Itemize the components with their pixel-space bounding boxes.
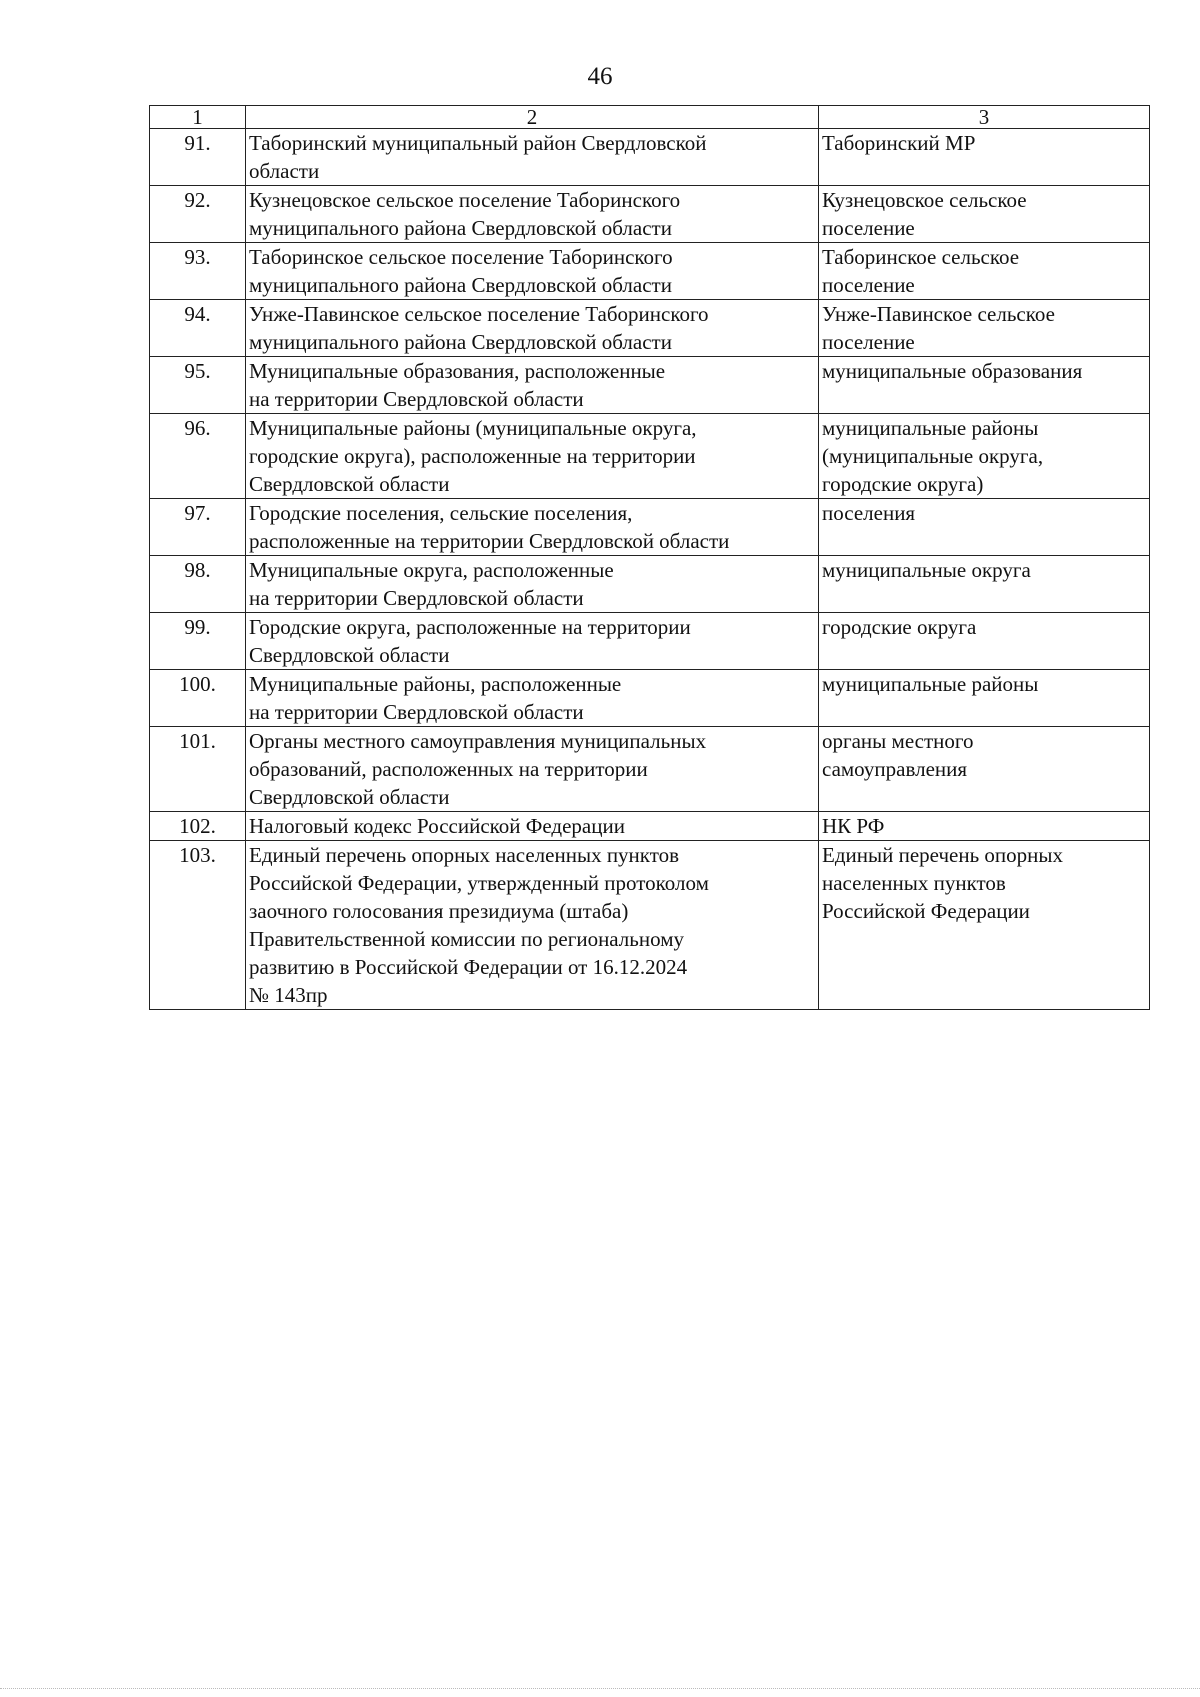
full-name-cell <box>246 556 819 613</box>
row-number: 94. <box>150 300 246 357</box>
header-cell-3: 3 <box>819 106 1150 129</box>
full-name-line: Таборинский муниципальный район Свердловской <box>249 131 707 155</box>
full-name-line: заочного голосования президиума (штаба) <box>249 899 629 923</box>
full-name-line: Городские поселения, сельские поселения, <box>249 501 633 525</box>
table-row <box>150 499 1150 556</box>
full-name-line: муниципального района Свердловской области <box>249 273 672 297</box>
short-name-cell <box>819 243 1150 300</box>
header-cell-2: 2 <box>246 106 819 129</box>
short-name-cell <box>819 556 1150 613</box>
row-number: 97. <box>150 499 246 556</box>
page-bottom-edge <box>0 1688 1200 1689</box>
short-name-line: муниципальные образования <box>822 359 1083 383</box>
table-row <box>150 812 1150 841</box>
full-name-line: Российской Федерации, утвержденный протоколом <box>249 871 709 895</box>
table-row <box>150 670 1150 727</box>
row-number: 91. <box>150 129 246 186</box>
full-name-cell <box>246 670 819 727</box>
short-name-line: НК РФ <box>822 814 885 838</box>
full-name-cell <box>246 129 819 186</box>
table-row <box>150 357 1150 414</box>
short-name-line: Таборинский МР <box>822 131 976 155</box>
short-name-line: муниципальные районы <box>822 672 1039 696</box>
table-body <box>150 106 1150 1010</box>
full-name-line: области <box>249 159 320 183</box>
full-name-line: муниципального района Свердловской области <box>249 330 672 354</box>
short-name-cell <box>819 812 1150 841</box>
row-number: 99. <box>150 613 246 670</box>
full-name-line: Органы местного самоуправления муниципальных <box>249 729 707 753</box>
short-name-cell <box>819 414 1150 499</box>
table-row <box>150 186 1150 243</box>
row-number: 100. <box>150 670 246 727</box>
full-name-cell <box>246 812 819 841</box>
row-number: 102. <box>150 812 246 841</box>
full-name-cell <box>246 499 819 556</box>
short-name-line: Таборинское сельское <box>822 245 1020 269</box>
full-name-line: городские округа), расположенные на территории <box>249 444 696 468</box>
full-name-cell <box>246 300 819 357</box>
full-name-cell <box>246 186 819 243</box>
table-row <box>150 841 1150 1010</box>
short-name-line: Унже-Павинское сельское <box>822 302 1055 326</box>
row-number: 101. <box>150 727 246 812</box>
full-name-line: Свердловской области <box>249 643 450 667</box>
row-number: 93. <box>150 243 246 300</box>
short-name-cell <box>819 670 1150 727</box>
full-name-cell <box>246 357 819 414</box>
full-name-line: Налоговый кодекс Российской Федерации <box>249 814 625 838</box>
row-number: 103. <box>150 841 246 1010</box>
full-name-line: Единый перечень опорных населенных пунктов <box>249 843 680 867</box>
short-name-line: населенных пунктов <box>822 871 1006 895</box>
table-row <box>150 129 1150 186</box>
full-name-cell <box>246 414 819 499</box>
short-name-cell <box>819 186 1150 243</box>
full-name-line: Городские округа, расположенные на территории <box>249 615 691 639</box>
full-name-line: № 143пр <box>249 983 328 1007</box>
short-name-line: Кузнецовское сельское <box>822 188 1027 212</box>
full-name-line: Муниципальные округа, расположенные <box>249 558 614 582</box>
table-header-row <box>150 106 1150 129</box>
short-name-line: самоуправления <box>822 757 968 781</box>
short-name-cell <box>819 129 1150 186</box>
table-row <box>150 300 1150 357</box>
full-name-line: на территории Свердловской области <box>249 700 584 724</box>
table-row <box>150 414 1150 499</box>
short-name-cell <box>819 727 1150 812</box>
short-name-line: (муниципальные округа, <box>822 444 1044 468</box>
full-name-cell <box>246 727 819 812</box>
short-name-line: органы местного <box>822 729 974 753</box>
short-name-cell <box>819 499 1150 556</box>
full-name-line: Муниципальные районы, расположенные <box>249 672 622 696</box>
short-name-line: городские округа <box>822 615 977 639</box>
full-name-line: Таборинское сельское поселение Таборинского <box>249 245 673 269</box>
table-row <box>150 727 1150 812</box>
full-name-line: Муниципальные образования, расположенные <box>249 359 666 383</box>
table-row <box>150 613 1150 670</box>
full-name-line: на территории Свердловской области <box>249 586 584 610</box>
short-name-cell <box>819 841 1150 1010</box>
short-name-line: поселение <box>822 216 915 240</box>
row-number: 95. <box>150 357 246 414</box>
row-number: 92. <box>150 186 246 243</box>
full-name-line: Правительственной комиссии по региональному <box>249 927 684 951</box>
short-name-line: поселения <box>822 501 916 525</box>
full-name-cell <box>246 613 819 670</box>
short-name-line: Единый перечень опорных <box>822 843 1063 867</box>
short-name-cell <box>819 613 1150 670</box>
header-cell-1: 1 <box>150 106 246 129</box>
short-name-cell <box>819 357 1150 414</box>
row-number: 96. <box>150 414 246 499</box>
short-name-cell <box>819 300 1150 357</box>
short-name-line: поселение <box>822 273 915 297</box>
full-name-line: развитию в Российской Федерации от 16.12.2024 <box>249 955 688 979</box>
full-name-cell <box>246 841 819 1010</box>
full-name-line: на территории Свердловской области <box>249 387 584 411</box>
full-name-cell <box>246 243 819 300</box>
full-name-line: Унже-Павинское сельское поселение Таборинского <box>249 302 709 326</box>
abbreviations-table <box>149 105 1150 1010</box>
row-number: 98. <box>150 556 246 613</box>
full-name-line: Свердловской области <box>249 785 450 809</box>
short-name-line: муниципальные районы <box>822 416 1039 440</box>
short-name-line: Российской Федерации <box>822 899 1030 923</box>
full-name-line: расположенные на территории Свердловской области <box>249 529 730 553</box>
full-name-line: Кузнецовское сельское поселение Таборинского <box>249 188 681 212</box>
table-row <box>150 243 1150 300</box>
full-name-line: муниципального района Свердловской области <box>249 216 672 240</box>
short-name-line: муниципальные округа <box>822 558 1031 582</box>
short-name-line: поселение <box>822 330 915 354</box>
full-name-line: Муниципальные районы (муниципальные округа, <box>249 416 697 440</box>
full-name-line: образований, расположенных на территории <box>249 757 648 781</box>
short-name-line: городские округа) <box>822 472 984 496</box>
page-number: 46 <box>587 63 613 90</box>
table-row <box>150 556 1150 613</box>
full-name-line: Свердловской области <box>249 472 450 496</box>
